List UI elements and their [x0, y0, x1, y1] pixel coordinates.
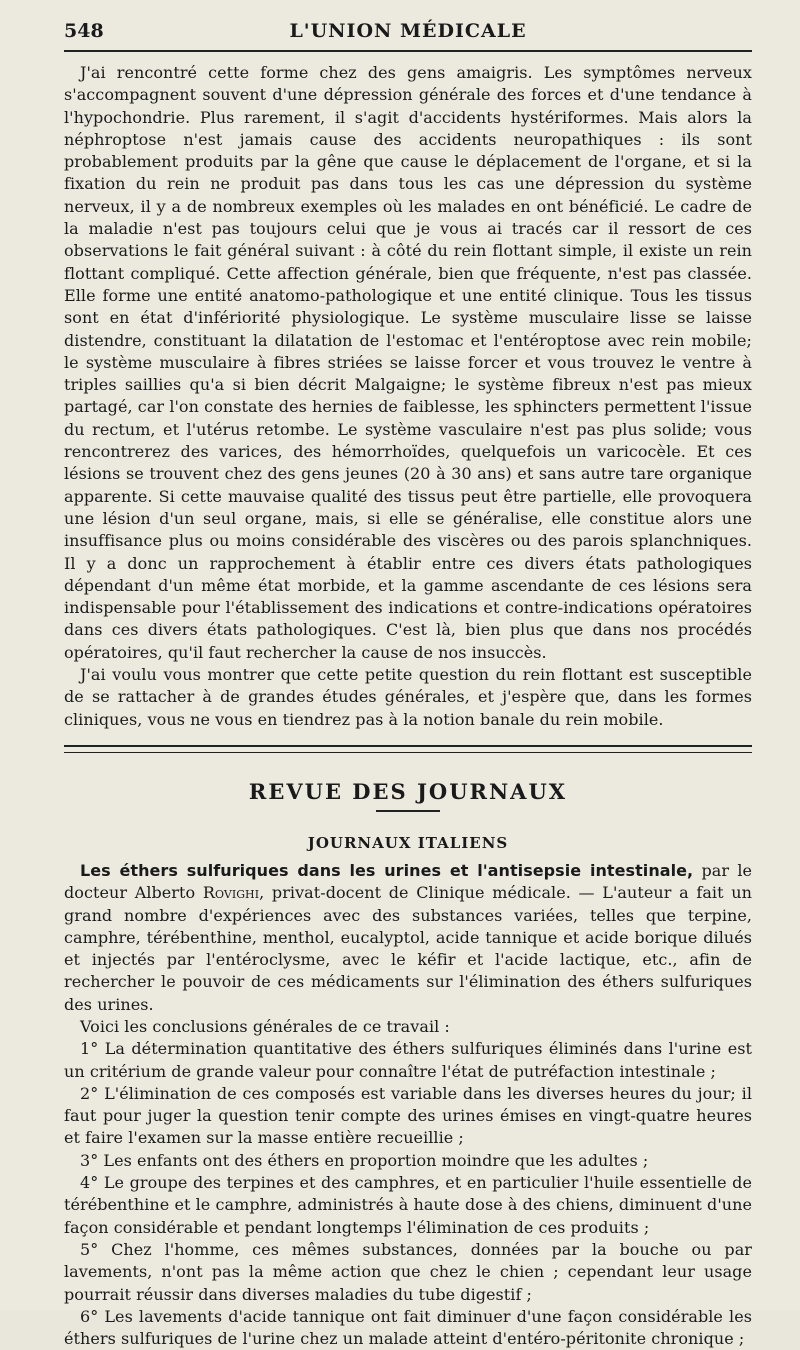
article-byline: par le docteur Alberto	[64, 860, 753, 903]
body-paragraph: J'ai voulu vous montrer que cette petite question du rein flottant est susceptible de se rattacher à de grandes études générales, et j'espère que, dans les formes cliniques, vous ne vous en tiendrez pas à la notion banale du rein mobile.	[64, 665, 752, 729]
conclusion-item: 2° L'élimination de ces composés est variable dans les diverses heures du jour; il faut pour juger la question tenir compte des urines émises en vingt-quatre heures et faire l'examen sur la masse entière recueillie ;	[64, 1083, 752, 1148]
article-title: Les éthers sulfuriques dans les urines et l'antisepsie intestinale,	[80, 860, 694, 880]
article-intro: , privat-docent de Clinique médicale. — L'auteur a fait un grand nombre d'expériences avec des substances variées, telles que terpine, camphre, térébenthine, menthol, eucalyptol, acide tannique et acide borique dilués et injectés par l'entéroclysme, avec le kéfir et l'acide lactique, etc., afin de rechercher le pouvoir de ces médicaments sur l'élimination des éthers sulfuriques des urines.	[64, 883, 752, 1014]
conclusion-item: 3° Les enfants ont des éthers en proportion moindre que les adultes ;	[80, 1150, 649, 1170]
title-underline	[376, 810, 440, 812]
review-article	[64, 860, 752, 1350]
conclusion-item: 5° Chez l'homme, ces mêmes substances, données par la bouche ou par lavements, n'ont pas la même action que chez le chien ; cependant leur usage pourrait réussir dans diverses maladies du tube digestif ;	[64, 1239, 752, 1304]
page-number: 548	[64, 20, 104, 42]
subsection-title: JOURNAUX ITALIENS	[307, 833, 509, 852]
conclusions-intro: Voici les conclusions générales de ce travail :	[80, 1016, 450, 1036]
conclusion-item: 6° Les lavements d'acide tannique ont fait diminuer d'une façon considérable les éthers sulfuriques de l'urine chez un malade atteint d'entéro-péritonite chronique ;	[64, 1306, 752, 1349]
section-title: REVUE DES JOURNAUX	[248, 778, 568, 804]
conclusion-item: 1° La détermination quantitative des éthers sulfuriques éliminés dans l'urine est un critérium de grande valeur pour connaître l'état de putréfaction intestinale ;	[64, 1039, 752, 1081]
article-intro-paragraph	[64, 860, 752, 1016]
section-divider	[64, 745, 752, 753]
conclusions-list	[64, 1038, 752, 1350]
lecture-continuation	[64, 62, 752, 731]
body-paragraph: J'ai rencontré cette forme chez des gens amaigris. Les symptômes nerveux s'accompagnent souvent d'une dépression générale des forces et d'une tendance à l'hypochondrie. Plus rarement, il s'agit d'accidents hystériformes. Mais alors la néphroptose n'est jamais cause des accidents neuropathiques : ils sont probablement produits par la gêne que cause le déplacement de l'organe, et si la fixation du rein ne produit pas dans tous les cas une dépression du système nerveux, il y a de nombreux exemples où les malades en ont bénéficié. Le cadre de la maladie n'est pas toujours celui que je vous ai tracés car il ressort de ces observations le fait général suivant : à côté du rein flottant simple, il existe un rein flottant compliqué. Cette affection générale, bien que fréquente, n'est pas classée. Elle forme une entité anatomo-pathologique et une entité clinique. Tous les tissus sont en état d'infériorité physiologique. Le système musculaire lisse se laisse distendre, constituant la dilatation de l'estomac et l'entéroptose avec rein mobile; le système musculaire à fibres striées se laisse forcer et vous trouvez le ventre à triples saillies qu'a si bien décrit Malgaigne; le système fibreux n'est pas mieux partagé, car l'on constate des hernies de faiblesse, les sphincters permettent l'issue du rectum, et l'utérus retombe. Le système vasculaire n'est pas plus solide; vous rencontrerez des varices, des hémorrhoïdes, quelquefois un varicocèle. Et ces lésions se trouvent chez des gens jeunes (20 à 30 ans) et sans autre tare organique apparente. Si cette mauvaise qualité des tissus peut être partielle, elle provoquera une lésion d'un seul organe, mais, si elle se généralise, elle constitue alors une insuffisance plus ou moins considérable des viscères ou des parois splanchniques. Il y a donc un rapprochement à établir entre ces divers états pathologiques dépendant d'un même état morbide, et la gamme ascendante de ces lésions sera indispensable pour l'établissement des indications et contre-indications opératoires dans ces divers états pathologiques. C'est là, bien plus que dans nos procédés opératoires, qu'il faut rechercher la cause de nos insuccès.	[64, 63, 752, 662]
conclusion-item: 4° Le groupe des terpines et des camphres, et en particulier l'huile essentielle de térébenthine et le camphre, administrés à haute dose à des chiens, diminuent d'une façon considérable et pendant longtemps l'élimination de ces produits ;	[64, 1173, 752, 1237]
page-header	[64, 18, 752, 52]
running-title: L'UNION MÉDICALE	[289, 20, 527, 42]
author-name: Rovighi	[202, 883, 260, 903]
